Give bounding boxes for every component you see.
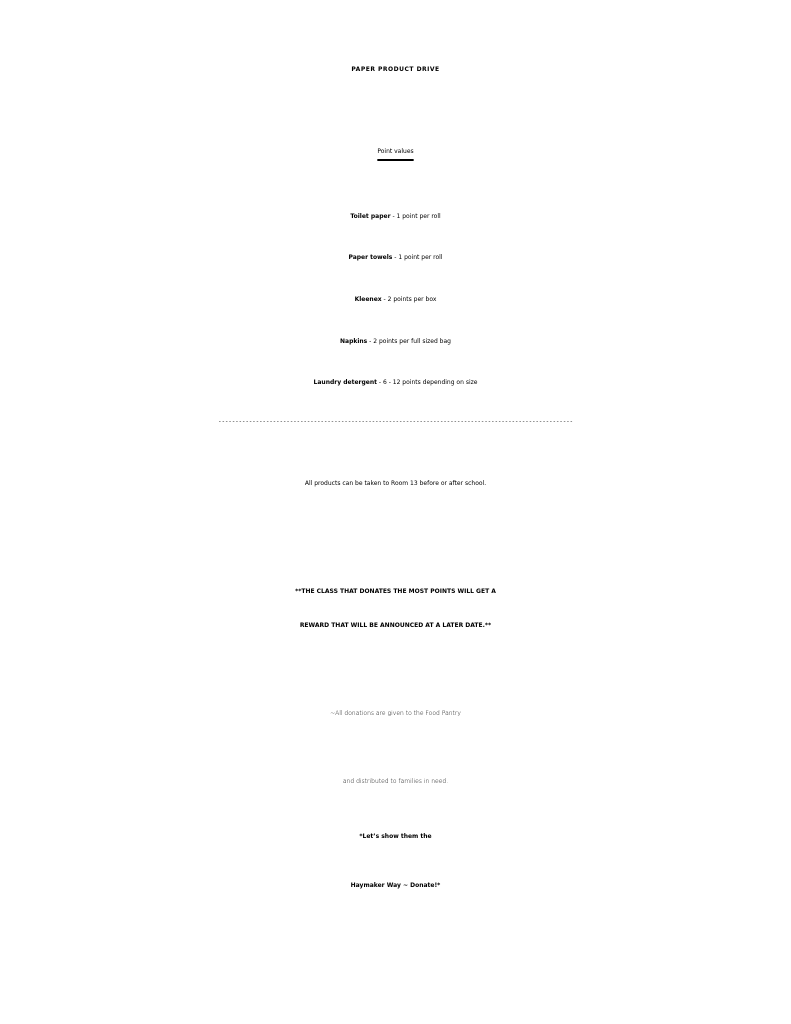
reward-line-2: REWARD THAT WILL BE ANNOUNCED AT A LATER DATE.** [299, 622, 492, 629]
point-item-kleenex [0, 296, 791, 303]
dashed-divider: -------------------------------------------------------------------------------------------------------- [218, 418, 573, 425]
point-values-heading [0, 148, 791, 155]
item-name: Kleenex [354, 296, 382, 303]
item-name: Laundry detergent [313, 379, 377, 386]
item-value: - 2 points per box [381, 296, 437, 303]
point-item-laundry-detergent [0, 379, 791, 386]
item-value: - 1 point per roll [392, 254, 443, 261]
item-name: Toilet paper [350, 213, 391, 220]
item-value: - 1 point per roll [390, 213, 441, 220]
donation-line-2: and distributed to families in need. [342, 778, 449, 785]
item-name: Paper towels [348, 254, 393, 261]
reward-line-1: **THE CLASS THAT DONATES THE MOST POINTS WILL GET A [295, 588, 496, 595]
point-item-napkins [0, 338, 791, 345]
item-value: - 2 points per full sized bag [367, 338, 451, 345]
pickup-instructions: All products can be taken to Room 13 before or after school. [304, 480, 487, 487]
point-values-heading-text: Point values [377, 148, 414, 155]
point-item-paper-towels [0, 254, 791, 261]
item-name: Napkins [340, 338, 368, 345]
item-value: - 6 - 12 points depending on size [376, 379, 478, 386]
closing-line-2: Haymaker Way ~ Donate!* [350, 882, 441, 889]
point-item-toilet-paper [0, 213, 791, 220]
flyer-title: PAPER PRODUCT DRIVE [351, 66, 440, 73]
closing-line-1: *Let’s show them the [359, 833, 432, 840]
donation-line-1: ~All donations are given to the Food Pantry [330, 710, 461, 717]
